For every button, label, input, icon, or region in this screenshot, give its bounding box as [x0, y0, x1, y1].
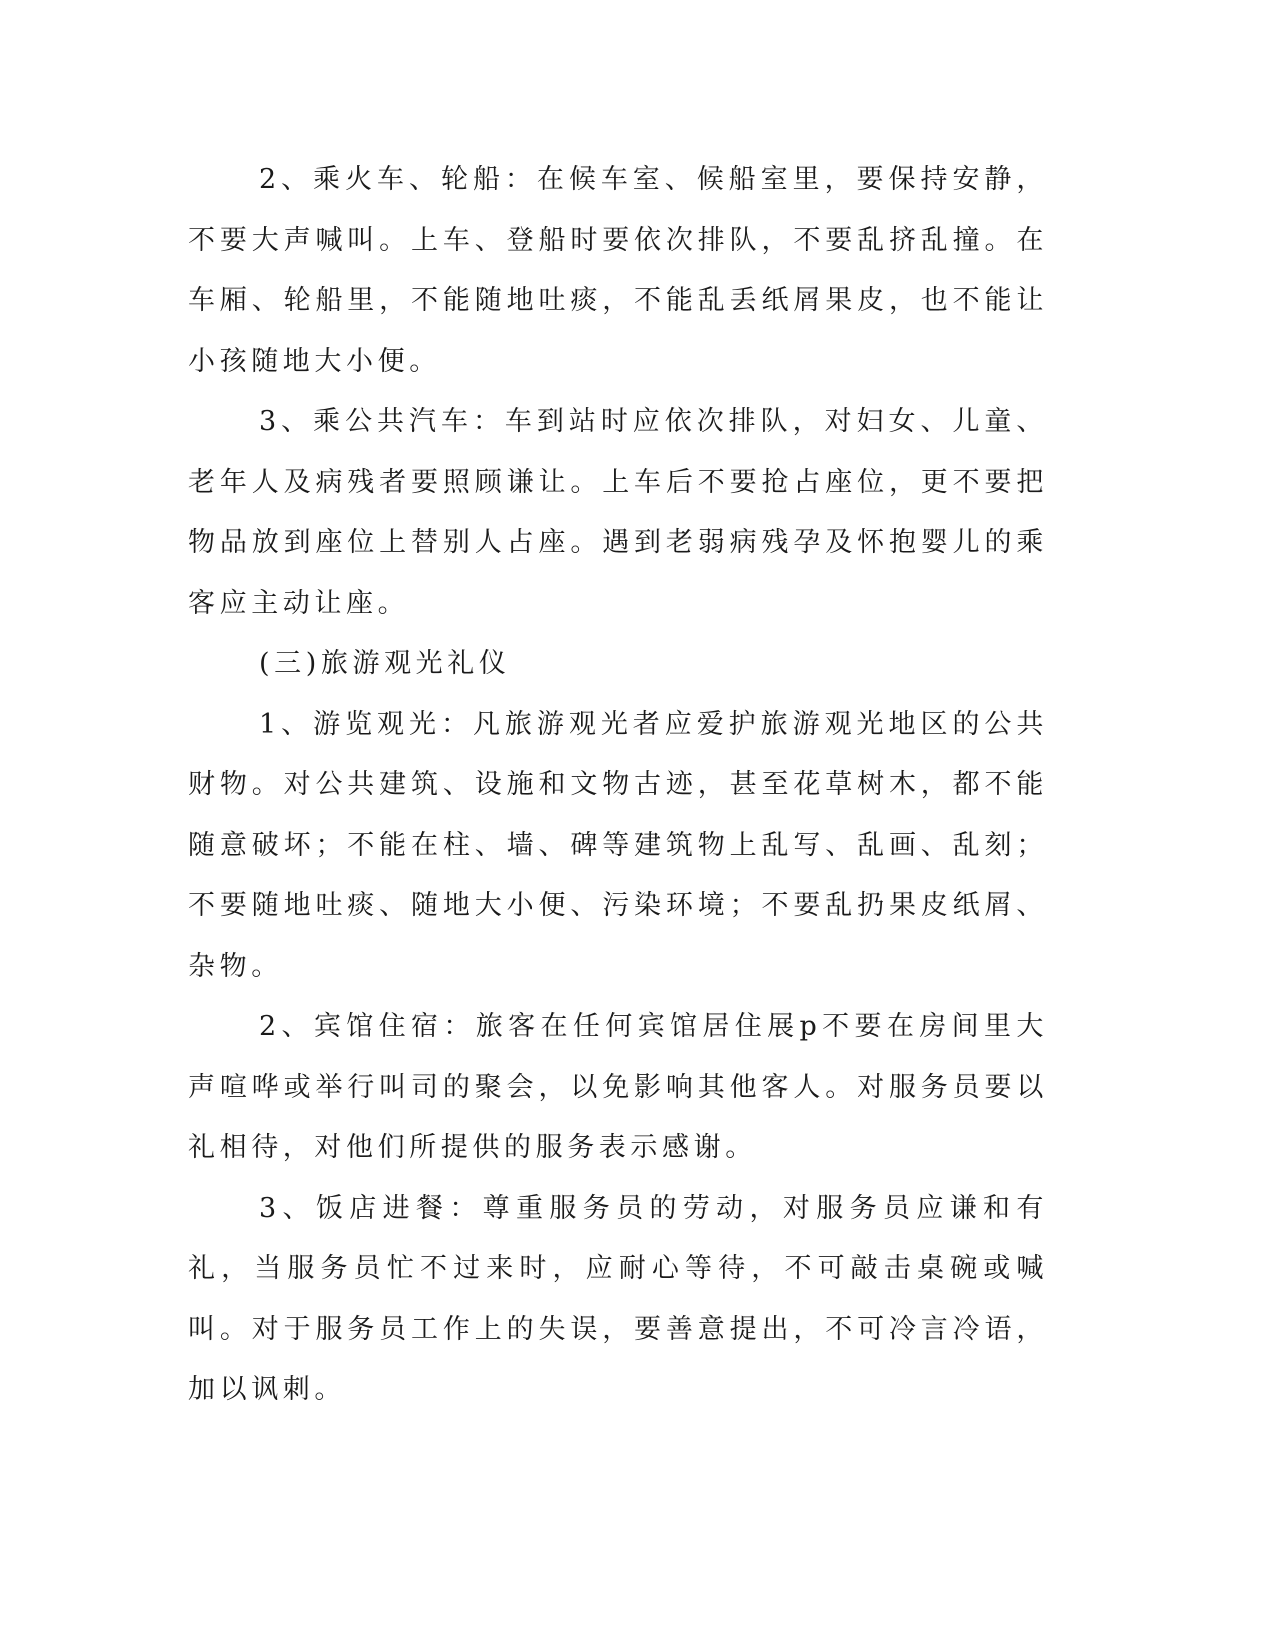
- section-heading-tourism: (三)旅游观光礼仪: [259, 648, 511, 679]
- document-body: [188, 150, 1048, 1421]
- paragraph-hotel: 2、宾馆住宿：旅客在任何宾馆居住展p不要在房间里大声喧哗或举行叫司的聚会，以免影响其他客人。对服务员要以礼相待，对他们所提供的服务表示感谢。: [188, 1011, 1048, 1163]
- paragraph-sightseeing: 1、游览观光：凡旅游观光者应爱护旅游观光地区的公共财物。对公共建筑、设施和文物古迹，甚至花草树木，都不能随意破坏；不能在柱、墙、碑等建筑物上乱写、乱画、乱刻；不要随地吐痰、随地大小便、污染环境；不要乱扔果皮纸屑、杂物。: [188, 708, 1048, 982]
- paragraph-train-ship: 2、乘火车、轮船：在候车室、候船室里，要保持安静，不要大声喊叫。上车、登船时要依次排队，不要乱挤乱撞。在车厢、轮船里，不能随地吐痰，不能乱丢纸屑果皮，也不能让小孩随地大小便。: [188, 164, 1048, 377]
- paragraph-restaurant: 3、饭店进餐：尊重服务员的劳动，对服务员应谦和有礼，当服务员忙不过来时，应耐心等待，不可敲击桌碗或喊叫。对于服务员工作上的失误，要善意提出，不可冷言冷语，加以讽刺。: [188, 1192, 1048, 1405]
- paragraph-bus: 3、乘公共汽车：车到站时应依次排队，对妇女、儿童、老年人及病残者要照顾谦让。上车后不要抢占座位，更不要把物品放到座位上替别人占座。遇到老弱病残孕及怀抱婴儿的乘客应主动让座。: [188, 406, 1048, 619]
